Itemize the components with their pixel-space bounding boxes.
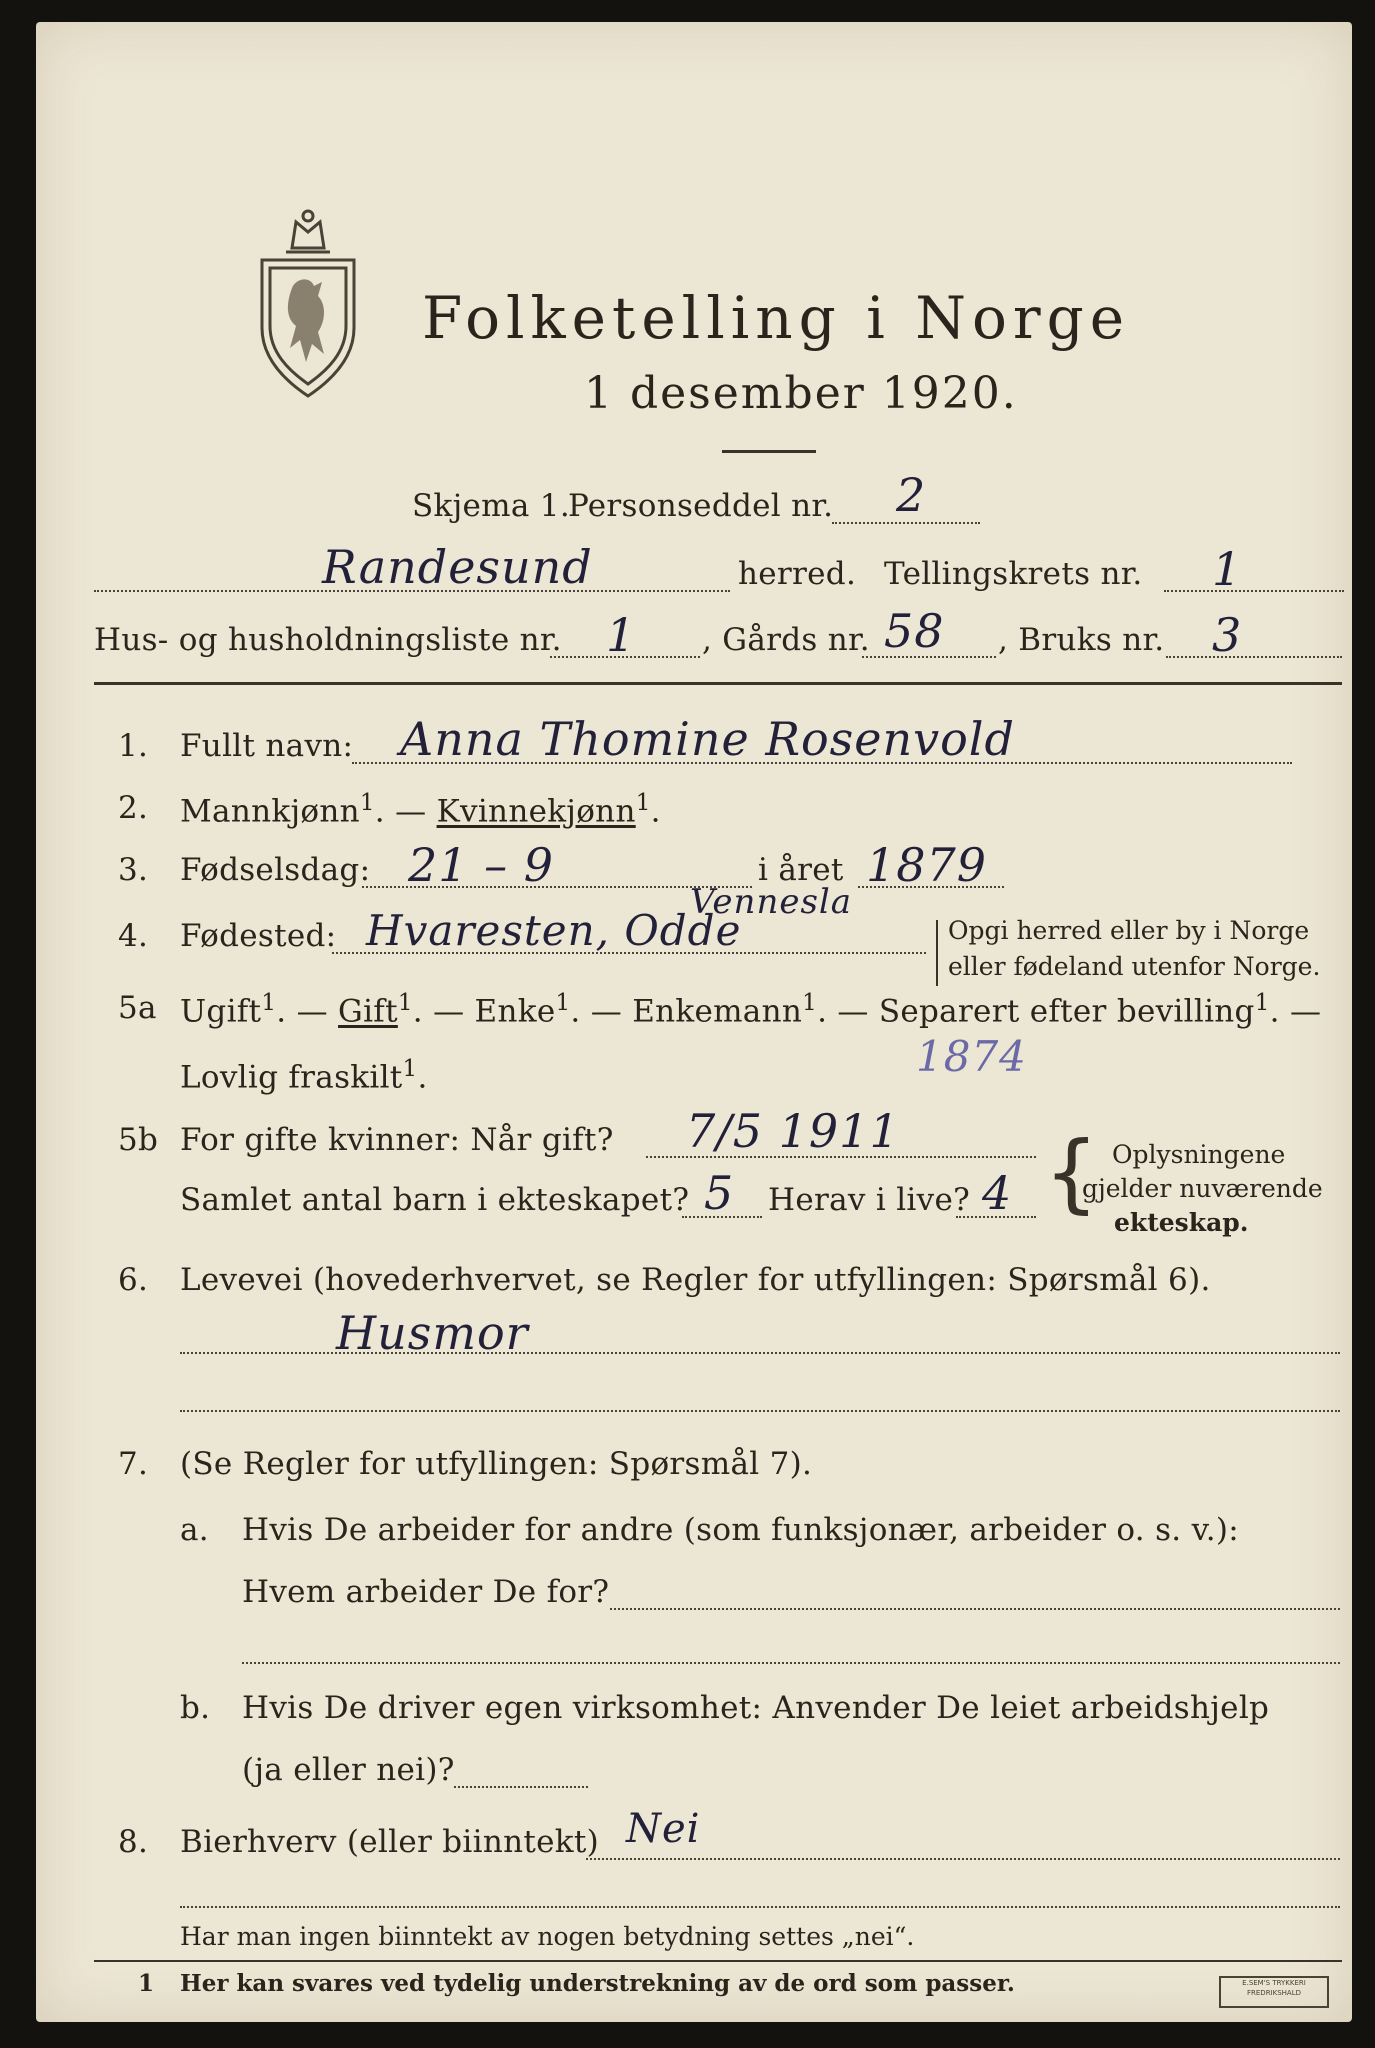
q6-line-1 <box>180 1352 1340 1354</box>
q8-label: Bierhverv (eller biinntekt) <box>180 1824 600 1860</box>
husliste-label: Hus- og husholdningsliste nr. <box>94 622 562 658</box>
q1-number: 1. <box>118 728 149 764</box>
census-date: 1 desember 1920. <box>584 368 1018 419</box>
footnote-ref: 1 <box>802 990 818 1016</box>
q5a-separator: . — <box>817 993 869 1030</box>
q2-end: . <box>650 793 661 830</box>
footnote-ref: 1 <box>1254 990 1270 1016</box>
q5a-enkemann: Enkemann <box>632 993 803 1030</box>
q4-note-line-2: eller fødeland utenfor Norge. <box>948 952 1321 981</box>
q5b-note-line-3: ekteskap. <box>1114 1208 1249 1237</box>
q4-note-bracket <box>936 920 938 986</box>
footnote-ref: 1 <box>635 790 651 816</box>
q2-separator: . — <box>374 793 427 830</box>
q4-number: 4. <box>118 918 149 954</box>
footnote-ref: 1 <box>402 1056 418 1082</box>
q7b-line <box>454 1786 588 1788</box>
coat-of-arms-icon <box>252 208 364 402</box>
q5a-enke: Enke <box>474 993 556 1030</box>
bruks-line <box>1166 656 1342 658</box>
q7b-text: Hvis De driver egen virksomhet: Anvender De leiet arbeidshjelp <box>242 1690 1270 1726</box>
footnote-ref: 1 <box>359 790 375 816</box>
q5a-end: . <box>417 1059 428 1096</box>
q6-value: Husmor <box>336 1306 529 1360</box>
q7a-line-1 <box>610 1608 1340 1610</box>
q7a-line-2 <box>242 1662 1340 1664</box>
q5a-number: 5a <box>118 990 157 1026</box>
personseddel-value: 2 <box>896 468 927 522</box>
gards-label: , Gårds nr. <box>702 622 870 658</box>
q5a-separator: . — <box>276 993 328 1030</box>
q5a-note: 1874 <box>916 1032 1027 1081</box>
tellingskrets-line <box>1164 590 1344 592</box>
q5a-fraskilt-label: Lovlig fraskilt <box>180 1059 403 1096</box>
q4-value: Hvaresten, Odde <box>366 906 742 955</box>
herred-label: herred. <box>738 556 857 592</box>
q5a-options <box>180 990 1321 1029</box>
q5b-value: 7/5 1911 <box>686 1104 900 1158</box>
q3-value: 21 – 9 <box>408 838 555 892</box>
printer-stamp: E.SEM'S TRYKKERI FREDRIKSHALD <box>1219 1976 1329 2008</box>
q8-line-1 <box>586 1858 1340 1860</box>
footnote-ref: 1 <box>261 990 277 1016</box>
q8-value: Nei <box>626 1806 701 1852</box>
q2-number: 2. <box>118 790 149 826</box>
q5b-number: 5b <box>118 1122 159 1158</box>
schema-label: Skjema 1. <box>412 488 570 524</box>
q5b-barn-label: Samlet antal barn i ekteskapet? <box>180 1182 690 1218</box>
husliste-value: 1 <box>606 608 637 662</box>
q5b-note-line-2: gjelder nuværende <box>1082 1174 1323 1203</box>
q6-line-2 <box>180 1410 1340 1412</box>
q1-label: Fullt navn: <box>180 728 354 764</box>
q7-label: (Se Regler for utfyllingen: Spørsmål 7). <box>180 1446 813 1482</box>
q5b-live-label: Herav i live? <box>768 1182 971 1218</box>
q5a-separator: . — <box>412 993 465 1030</box>
q5a-separator: . — <box>570 993 623 1030</box>
bruks-value: 3 <box>1212 608 1243 662</box>
q5a-separator: . — <box>1269 993 1322 1030</box>
personseddel-line <box>832 522 980 524</box>
footnote-text: Her kan svares ved tydelig understrekning av de ord som passer. <box>180 1970 1015 1997</box>
tellingskrets-value: 1 <box>1212 542 1243 596</box>
q7b-letter: b. <box>180 1690 211 1726</box>
footnote-ref: 1 <box>397 990 413 1016</box>
q8-line-2 <box>180 1906 1340 1908</box>
q2-male: Mannkjønn <box>180 793 360 830</box>
page-title: Folketelling i Norge <box>422 284 1131 352</box>
q3-label: Fødselsdag: <box>180 852 371 888</box>
q4-label: Fødested: <box>180 918 337 954</box>
title-divider <box>722 450 816 453</box>
q3-year-value: 1879 <box>866 838 988 892</box>
q5b-note-line-1: Oplysningene <box>1112 1140 1286 1169</box>
q1-value: Anna Thomine Rosenvold <box>400 712 1015 766</box>
q2-female-selected: Kvinnekjønn <box>436 793 636 830</box>
bruks-label: , Bruks nr. <box>998 622 1165 658</box>
personseddel-label: Personseddel nr. <box>568 488 834 524</box>
q5b-note-brace: { <box>1044 1123 1099 1223</box>
q5a-fraskilt <box>180 1056 428 1095</box>
q6-number: 6. <box>118 1262 149 1298</box>
q7b-question: (ja eller nei)? <box>242 1752 455 1788</box>
q4-correction: Vennesla <box>690 882 853 922</box>
q7a-question: Hvem arbeider De for? <box>242 1574 610 1610</box>
q3-number: 3. <box>118 852 149 888</box>
q5b-barn-value: 5 <box>704 1166 735 1220</box>
q8-number: 8. <box>118 1824 149 1860</box>
q7-number: 7. <box>118 1446 149 1482</box>
q3-year-label: i året <box>758 852 844 888</box>
footer-note: Har man ingen biinntekt av nogen betydning settes „nei“. <box>180 1922 915 1951</box>
footnote-ref: 1 <box>555 990 571 1016</box>
q7a-text: Hvis De arbeider for andre (som funksjonær, arbeider o. s. v.): <box>242 1512 1240 1548</box>
q5a-gift-selected: Gift <box>338 993 398 1030</box>
q5b-label: For gifte kvinner: Når gift? <box>180 1122 614 1158</box>
header-rule <box>94 682 1342 685</box>
q2-options <box>180 790 661 829</box>
q5a-separert: Separert efter bevilling <box>878 993 1255 1030</box>
census-form-sheet <box>36 22 1352 2022</box>
tellingskrets-label: Tellingskrets nr. <box>884 556 1143 592</box>
footnote-mark: 1 <box>138 1970 155 1997</box>
q4-note-line-1: Opgi herred eller by i Norge <box>948 916 1310 945</box>
footer-rule <box>94 1960 1342 1962</box>
herred-value: Randesund <box>322 540 593 594</box>
gards-value: 58 <box>884 604 945 658</box>
q5b-live-value: 4 <box>982 1166 1013 1220</box>
q7a-letter: a. <box>180 1512 209 1548</box>
q6-label: Levevei (hovederhvervet, se Regler for utfyllingen: Spørsmål 6). <box>180 1262 1211 1298</box>
q5a-ugift: Ugift <box>180 993 262 1030</box>
